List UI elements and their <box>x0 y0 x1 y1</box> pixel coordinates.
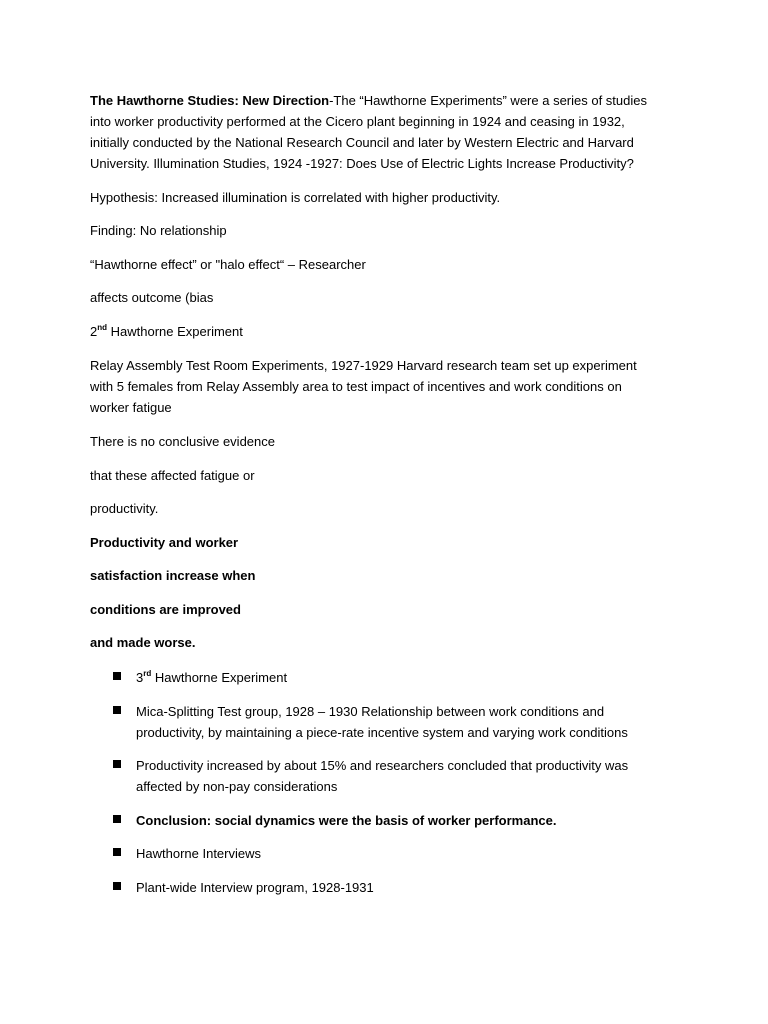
mica-line-1: Mica-Splitting Test group, 1928 – 1930 Relationship between work conditions and <box>136 704 605 719</box>
intro-line-4: University. Illumination Studies, 1924 -1927: Does Use of Electric Lights Increase Productivity? <box>90 156 634 171</box>
affected-fatigue-line: that these affected fatigue or <box>90 468 255 483</box>
square-bullet-icon <box>113 760 121 768</box>
second-exp-text: Hawthorne Experiment <box>107 324 243 339</box>
no-evidence-line: There is no conclusive evidence <box>90 434 275 449</box>
relay-line-3: worker fatigue <box>90 400 172 415</box>
mica-text <box>136 701 681 743</box>
square-bullet-icon <box>113 848 121 856</box>
intro-line-1: -The “Hawthorne Experiments” were a series of studies <box>329 93 647 108</box>
increase-line-2: affected by non-pay considerations <box>136 779 338 794</box>
intro-line-2: into worker productivity performed at the Cicero plant beginning in 1924 and ceasing in 1932, <box>90 114 625 129</box>
bold-line-1: Productivity and worker <box>90 535 239 550</box>
bold-line-3: conditions are improved <box>90 602 241 617</box>
third-experiment-heading <box>136 667 681 688</box>
second-exp-superscript: nd <box>97 322 108 332</box>
increase-text <box>136 755 681 797</box>
intro-line-3: initially conducted by the National Research Council and later by Western Electric and Harvard <box>90 135 634 150</box>
square-bullet-icon <box>113 882 121 890</box>
third-exp-number: 3 <box>136 670 144 685</box>
increase-line-1: Productivity increased by about 15% and researchers concluded that productivity was <box>136 758 629 773</box>
productivity-line: productivity. <box>90 501 159 516</box>
interviews-text: Hawthorne Interviews <box>136 846 261 861</box>
square-bullet-icon <box>113 815 121 823</box>
square-bullet-icon <box>113 672 121 680</box>
intro-title: The Hawthorne Studies: New Direction <box>90 93 330 108</box>
square-bullet-icon <box>113 706 121 714</box>
bold-line-2: satisfaction increase when <box>90 568 256 583</box>
hypothesis-line: Hypothesis: Increased illumination is correlated with higher productivity. <box>90 190 501 205</box>
mica-line-2: productivity, by maintaining a piece-rate incentive system and varying work conditions <box>136 725 628 740</box>
third-exp-superscript: rd <box>143 668 152 678</box>
finding-line: Finding: No relationship <box>90 223 227 238</box>
relay-line-1: Relay Assembly Test Room Experiments, 1927-1929 Harvard research team set up experiment <box>90 358 637 373</box>
plantwide-text: Plant-wide Interview program, 1928-1931 <box>136 880 374 895</box>
second-experiment-heading <box>90 321 680 342</box>
intro-paragraph <box>90 90 680 111</box>
hawthorne-effect-line: “Hawthorne effect” or "halo effect“ – Researcher <box>90 257 366 272</box>
affects-outcome-line: affects outcome (bias <box>90 290 214 305</box>
second-exp-number: 2 <box>90 324 98 339</box>
bold-line-4: and made worse. <box>90 635 196 650</box>
third-exp-text: Hawthorne Experiment <box>151 670 288 685</box>
conclusion-text: Conclusion: social dynamics were the basis of worker performance. <box>136 813 557 828</box>
relay-line-2: with 5 females from Relay Assembly area to test impact of incentives and work conditions on <box>90 379 622 394</box>
